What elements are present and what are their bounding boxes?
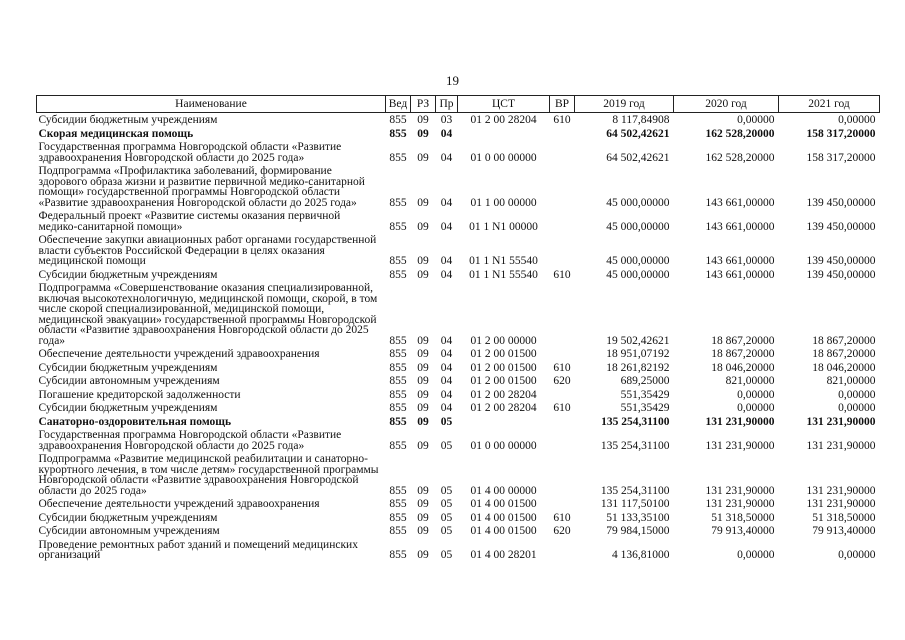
row-value-2019: 551,35429 — [620, 402, 670, 414]
row-pr: 04 — [440, 127, 453, 140]
row-name: Субсидии бюджетным учреждениям — [38, 361, 218, 374]
row-value-2021: 0,00000 — [838, 114, 876, 126]
row-value-2020: 51 318,50000 — [711, 511, 775, 524]
row-name: Обеспечение деятельности учреждений здравоохранения — [38, 498, 320, 510]
row-rz: 09 — [417, 268, 429, 281]
row-value-2021: 139 450,00000 — [806, 255, 876, 267]
row-cst: 01 1 00 00000 — [470, 196, 537, 209]
row-pr: 04 — [440, 348, 453, 360]
row-pr: 05 — [440, 484, 453, 497]
row-vr — [550, 233, 575, 268]
row-name: Субсидии бюджетным учреждениям — [38, 114, 218, 126]
table-row — [37, 361, 880, 375]
row-rz: 09 — [417, 415, 429, 428]
row-ved: 855 — [389, 196, 407, 209]
row-name: Государственная программа Новгородской области «Развитие здравоохранения Новгородской области до 2025 года» — [38, 141, 342, 164]
row-pr: 04 — [440, 268, 453, 281]
row-value-2019: 51 133,35100 — [606, 511, 670, 524]
row-name: Подпрограмма «Совершенствование оказания специализированной, включая высокотехнологичную, медицинской помощи, скорой, в том числе скорой специализированной, медицинской помощи, медицинской эвакуации» государственной программы Новгородской области «Развитие здравоохранения Новгородской области до 2025 года» — [38, 282, 378, 347]
header-ved: Вед — [386, 96, 411, 113]
row-vr — [550, 497, 575, 511]
row-vr — [550, 209, 575, 233]
row-pr: 05 — [440, 439, 453, 452]
row-value-2021: 139 450,00000 — [806, 220, 876, 233]
row-value-2020: 143 661,00000 — [705, 220, 775, 233]
row-name: Санаторно-оздоровительная помощь — [38, 415, 232, 428]
row-vr: 610 — [553, 402, 571, 414]
row-value-2021: 0,00000 — [838, 402, 876, 414]
row-value-2019: 135 254,31100 — [601, 415, 670, 428]
row-ved: 855 — [389, 439, 407, 452]
row-ved: 855 — [389, 525, 407, 537]
row-value-2020: 162 528,20000 — [705, 127, 775, 140]
row-cst: 01 0 00 00000 — [470, 439, 537, 452]
row-vr — [550, 415, 575, 429]
row-value-2019: 131 117,50100 — [600, 498, 670, 510]
row-ved: 855 — [389, 255, 407, 267]
row-vr — [550, 347, 575, 361]
row-value-2019: 689,25000 — [620, 375, 670, 387]
row-rz: 09 — [417, 525, 429, 537]
row-cst — [458, 415, 550, 429]
row-cst: 01 4 00 01500 — [470, 498, 537, 510]
row-value-2019: 135 254,31100 — [600, 439, 670, 452]
row-ved: 855 — [389, 415, 407, 428]
row-rz: 09 — [417, 220, 429, 233]
row-value-2019: 18 951,07192 — [606, 348, 670, 360]
row-value-2020: 131 231,90000 — [705, 439, 775, 452]
table-row — [37, 524, 880, 538]
row-value-2021: 51 318,50000 — [812, 511, 876, 524]
row-pr: 04 — [440, 334, 453, 347]
row-rz: 09 — [417, 348, 429, 360]
row-value-2021: 18 867,20000 — [812, 348, 876, 360]
row-value-2019: 19 502,42621 — [606, 334, 670, 347]
row-rz: 09 — [417, 549, 429, 561]
row-value-2020: 821,00000 — [725, 375, 775, 387]
row-ved: 855 — [389, 402, 407, 414]
row-rz: 09 — [417, 114, 429, 126]
row-ved: 855 — [389, 114, 407, 126]
row-vr — [550, 281, 575, 347]
row-ved: 855 — [389, 268, 407, 281]
row-vr — [550, 428, 575, 452]
row-ved: 855 — [389, 388, 407, 401]
row-cst: 01 2 00 28204 — [470, 402, 537, 414]
table-row — [37, 452, 880, 497]
row-value-2019: 135 254,31100 — [600, 484, 670, 497]
row-name: Проведение ремонтных работ зданий и помещений медицинских организаций — [38, 538, 358, 561]
table-row — [37, 401, 880, 415]
header-cst: ЦСТ — [458, 96, 550, 113]
row-value-2020: 131 231,90000 — [705, 415, 775, 428]
header-2020: 2020 год — [674, 96, 779, 113]
table-row — [37, 233, 880, 268]
row-rz: 09 — [417, 402, 429, 414]
row-rz: 09 — [417, 151, 429, 164]
row-value-2019: 79 984,15000 — [606, 525, 670, 537]
row-value-2020: 162 528,20000 — [705, 151, 775, 164]
row-value-2020: 131 231,90000 — [705, 498, 775, 510]
row-ved: 855 — [389, 348, 407, 360]
row-vr: 620 — [553, 375, 571, 387]
row-pr: 05 — [440, 549, 453, 561]
row-value-2020: 18 867,20000 — [711, 348, 775, 360]
row-value-2019: 18 261,82192 — [606, 361, 670, 374]
row-name: Подпрограмма «Развитие медицинской реабилитации и санаторно-курортного лечения, в том числе детям» государственной программы Новгородской области «Развитие здравоохранения Новгородской области до 2025 года» — [38, 453, 379, 497]
header-rz: РЗ — [411, 96, 436, 113]
row-pr: 04 — [440, 375, 453, 387]
table-header-row — [37, 96, 880, 113]
row-pr: 05 — [440, 415, 453, 428]
row-value-2021: 79 913,40000 — [812, 525, 876, 537]
row-rz: 09 — [417, 127, 429, 140]
row-value-2020: 18 867,20000 — [711, 334, 775, 347]
row-value-2019: 45 000,00000 — [606, 196, 670, 209]
header-vr: ВР — [550, 96, 575, 113]
row-pr: 05 — [440, 511, 453, 524]
row-rz: 09 — [417, 255, 429, 267]
section-row — [37, 415, 880, 429]
row-ved: 855 — [389, 361, 407, 374]
row-vr — [550, 140, 575, 164]
table-row — [37, 164, 880, 209]
row-rz: 09 — [417, 196, 429, 209]
row-vr — [550, 388, 575, 402]
row-value-2020: 0,00000 — [737, 114, 775, 126]
row-value-2021: 131 231,90000 — [806, 484, 876, 497]
row-value-2020: 0,00000 — [737, 549, 775, 561]
row-value-2020: 131 231,90000 — [705, 484, 775, 497]
row-cst: 01 1 N1 55540 — [469, 268, 538, 281]
row-value-2020: 18 046,20000 — [711, 361, 775, 374]
row-vr: 610 — [553, 268, 571, 281]
row-cst: 01 4 00 28201 — [470, 549, 537, 561]
row-rz: 09 — [417, 439, 429, 452]
table-row — [37, 209, 880, 233]
row-name: Подпрограмма «Профилактика заболеваний, формирование здорового образа жизни и развитие первичной медико-санитарной помощи» государственной программы Новгородской области «Развитие здравоохранения Новгородской области до 2025 года» — [38, 165, 365, 209]
row-rz: 09 — [417, 511, 429, 524]
row-name: Скорая медицинская помощь — [38, 127, 194, 140]
row-rz: 09 — [417, 484, 429, 497]
row-value-2019: 64 502,42621 — [606, 127, 670, 140]
row-cst: 01 1 N1 00000 — [469, 220, 538, 233]
row-ved: 855 — [389, 334, 407, 347]
row-ved: 855 — [389, 127, 407, 140]
row-pr: 03 — [440, 114, 453, 126]
row-value-2019: 551,35429 — [620, 388, 670, 401]
row-vr: 610 — [553, 361, 571, 374]
table-row — [37, 281, 880, 347]
row-ved: 855 — [389, 484, 407, 497]
row-value-2019: 45 000,00000 — [606, 255, 670, 267]
table-row — [37, 268, 880, 282]
row-value-2020: 143 661,00000 — [705, 255, 775, 267]
row-cst: 01 0 00 00000 — [470, 151, 537, 164]
row-rz: 09 — [417, 375, 429, 387]
table-row — [37, 388, 880, 402]
row-value-2021: 139 450,00000 — [806, 268, 876, 281]
row-pr: 04 — [440, 255, 453, 267]
row-cst: 01 4 00 00000 — [470, 484, 537, 497]
row-cst: 01 2 00 00000 — [470, 334, 537, 347]
row-pr: 04 — [440, 361, 453, 374]
row-name: Государственная программа Новгородской области «Развитие здравоохранения Новгородской области до 2025 года» — [38, 429, 342, 452]
row-value-2019: 8 117,84908 — [612, 114, 670, 126]
row-vr: 610 — [553, 114, 571, 126]
row-value-2020: 143 661,00000 — [705, 268, 775, 281]
row-value-2021: 131 231,90000 — [806, 498, 876, 510]
row-value-2019: 45 000,00000 — [606, 268, 670, 281]
row-ved: 855 — [389, 549, 407, 561]
row-pr: 04 — [440, 220, 453, 233]
row-cst: 01 4 00 01500 — [470, 511, 537, 524]
row-value-2021: 0,00000 — [838, 388, 876, 401]
row-vr — [550, 164, 575, 209]
row-vr — [550, 127, 575, 141]
row-cst: 01 2 00 01500 — [470, 348, 537, 360]
row-name: Обеспечение деятельности учреждений здравоохранения — [38, 348, 320, 360]
row-value-2020: 0,00000 — [737, 388, 775, 401]
row-rz: 09 — [417, 388, 429, 401]
row-pr: 05 — [440, 525, 453, 537]
row-rz: 09 — [417, 361, 429, 374]
row-value-2021: 18 046,20000 — [812, 361, 876, 374]
row-value-2021: 131 231,90000 — [806, 439, 876, 452]
table-row — [37, 497, 880, 511]
header-pr: Пр — [436, 96, 458, 113]
row-value-2019: 4 136,81000 — [612, 549, 670, 561]
row-cst: 01 2 00 01500 — [470, 375, 537, 387]
row-name: Обеспечение закупки авиационных работ органами государственной власти субъектов Российской Федерации в целях оказания медицинской помощи — [38, 234, 377, 267]
row-name: Субсидии бюджетным учреждениям — [38, 402, 218, 414]
row-cst — [458, 127, 550, 141]
header-2021: 2021 год — [779, 96, 880, 113]
table-row — [37, 347, 880, 361]
row-name: Субсидии бюджетным учреждениям — [38, 511, 218, 524]
row-name: Субсидии бюджетным учреждениям — [38, 268, 218, 281]
row-ved: 855 — [389, 511, 407, 524]
row-name: Федеральный проект «Развитие системы оказания первичной медико-санитарной помощи» — [38, 210, 341, 233]
page-number: 19 — [446, 73, 459, 88]
row-pr: 05 — [440, 498, 453, 510]
row-pr: 04 — [440, 196, 453, 209]
row-vr — [550, 452, 575, 497]
row-name: Субсидии автономным учреждениям — [38, 525, 220, 537]
row-value-2021: 131 231,90000 — [806, 415, 876, 428]
row-ved: 855 — [389, 220, 407, 233]
row-vr: 610 — [553, 511, 571, 524]
row-name: Погашение кредиторской задолженности — [38, 388, 241, 401]
row-value-2021: 139 450,00000 — [806, 196, 876, 209]
row-ved: 855 — [389, 151, 407, 164]
table-row — [37, 140, 880, 164]
row-cst: 01 4 00 01500 — [470, 525, 537, 537]
row-ved: 855 — [389, 498, 407, 510]
row-pr: 04 — [440, 151, 453, 164]
row-rz: 09 — [417, 498, 429, 510]
row-vr — [550, 538, 575, 562]
row-value-2020: 0,00000 — [737, 402, 775, 414]
table-row — [37, 538, 880, 562]
row-value-2021: 18 867,20000 — [812, 334, 876, 347]
row-cst: 01 2 00 28204 — [470, 388, 537, 401]
table-body — [37, 113, 880, 562]
table-row — [37, 428, 880, 452]
row-rz: 09 — [417, 334, 429, 347]
row-value-2019: 45 000,00000 — [606, 220, 670, 233]
row-ved: 855 — [389, 375, 407, 387]
row-value-2021: 0,00000 — [838, 549, 876, 561]
row-pr: 04 — [440, 402, 453, 414]
row-value-2020: 79 913,40000 — [711, 525, 775, 537]
table-row — [37, 511, 880, 525]
budget-table — [36, 95, 880, 562]
row-value-2021: 821,00000 — [826, 375, 876, 387]
row-value-2019: 64 502,42621 — [606, 151, 670, 164]
row-pr: 04 — [440, 388, 453, 401]
table-row — [37, 113, 880, 127]
header-2019: 2019 год — [575, 96, 674, 113]
row-cst: 01 2 00 01500 — [470, 361, 537, 374]
row-value-2021: 158 317,20000 — [806, 151, 876, 164]
row-cst: 01 1 N1 55540 — [469, 255, 538, 267]
row-vr: 620 — [553, 525, 571, 537]
table-row — [37, 374, 880, 388]
row-name: Субсидии автономным учреждениям — [38, 375, 220, 387]
header-name: Наименование — [37, 96, 386, 113]
row-value-2020: 143 661,00000 — [705, 196, 775, 209]
row-cst: 01 2 00 28204 — [470, 114, 537, 126]
section-row — [37, 127, 880, 141]
row-value-2021: 158 317,20000 — [806, 127, 876, 140]
